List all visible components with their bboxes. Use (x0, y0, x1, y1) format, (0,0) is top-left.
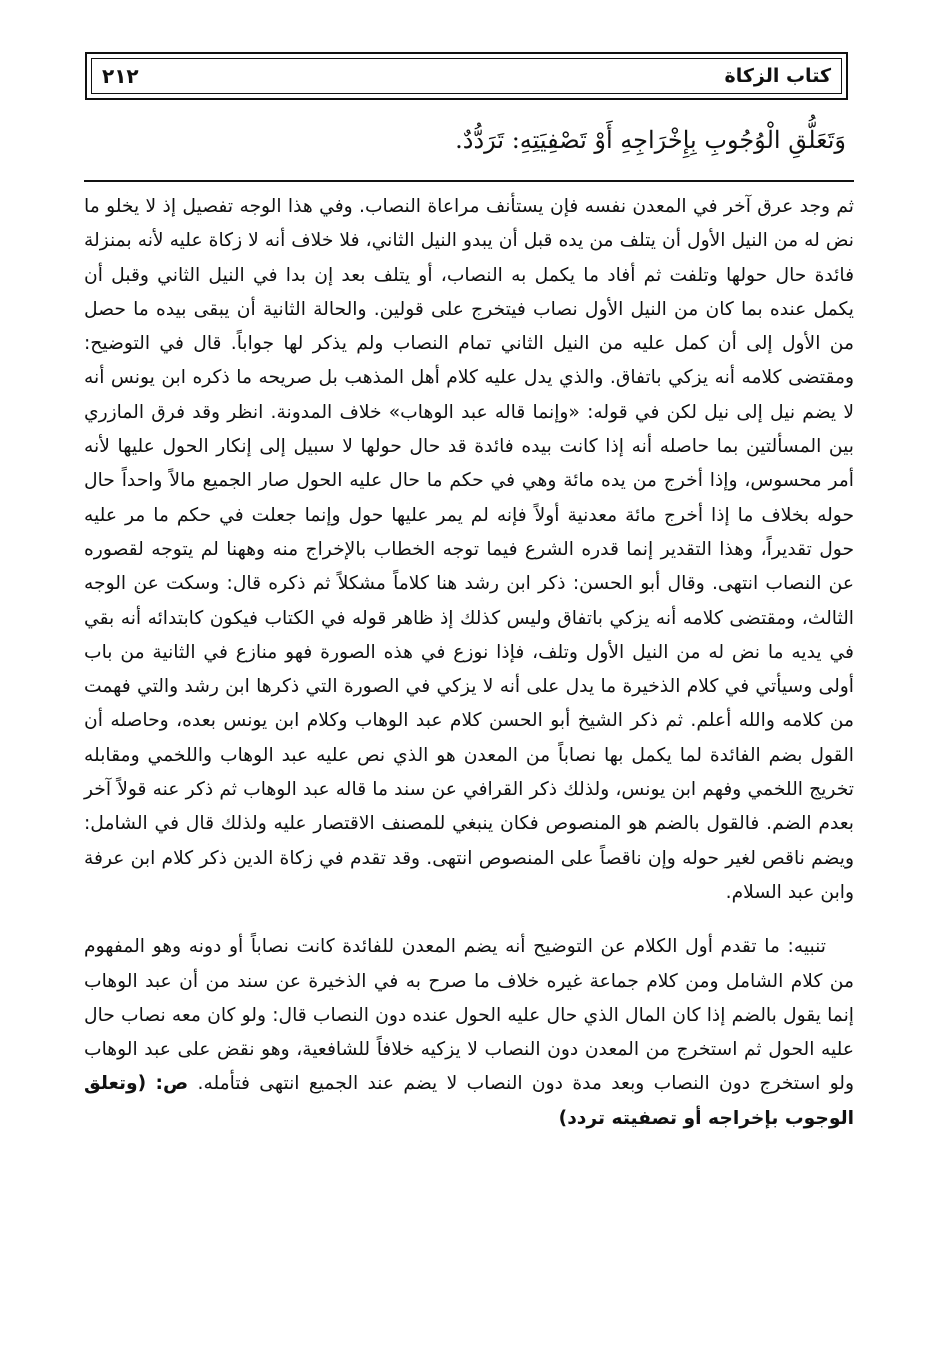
header-frame (91, 58, 842, 94)
commentary-paragraph-1: ثم وجد عرق آخر في المعدن نفسه فإن يستأنف مراعاة النصاب. وفي هذا الوجه تفصيل إذ لا يخلو ما نض له من النيل الأول أن يتلف من يده قبل أن يبدو النيل الثاني، فلا خلاف أنه لا زكاة عليه لأنه بمنزلة فائدة حال حولها وتلفت ثم أفاد ما يكمل به النصاب، أو يتلف بعد إن بدا في النيل الثاني وقبل أن يكمل عنده بما كان من النيل الأول نصاب فيتخرج على قولين. والحالة الثانية أن يبقى بيده ما حصل من الأول إلى أن كمل عليه من النيل الثاني تمام النصاب ولم يذكر لها جواباً. قال في التوضيح: ومقتضى كلامه أنه يزكي باتفاق. والذي يدل عليه كلام أهل المذهب بل صريحه ما ذكره ابن يونس أنه لا يضم نيل إلى نيل لكن في قوله: «وإنما قاله عبد الوهاب» خلاف المدونة. انظر وقد فرق المازري بين المسألتين بما حاصله أنه إذا كانت بيده فائدة قد حال حولها لا سبيل إلى إنكار الحول عليها لأنه أمر محسوس، وإذا أخرج من يده مائة وهي في حكم ما حال عليه الحول صار الجميع مالاً واحداً حال حوله بخلاف ما إذا أخرج مائة معدنية أولاً فإنه لم يمر عليها حول وإنما جعلت في حكم ما مر عليه حول تقديراً، وهذا التقدير إنما قدره الشرع فيما توجه الخطاب بالإخراج منه وههنا لم يتوجه لقصوره عن النصاب انتهى. وقال أبو الحسن: ذكر ابن رشد هنا كلاماً مشكلاً ثم ذكره قال: وسكت عن الوجه الثالث، ومقتضى كلامه أنه يزكي باتفاق وليس كذلك إذ ظاهر قوله في الكتاب فيكون كابتدائه أنه بقي في يديه ما نض له من النيل الأول وتلف، فإذا نوزع في هذه الصورة فهو منازع في الثانية من باب أولى وسيأتي في كلام الذخيرة ما يدل على أنه لا يزكي في الصورة التي ذكرها ابن رشد والتي فهمت من كلامه والله أعلم. ثم ذكر الشيخ أبو الحسن كلام عبد الوهاب وكلام ابن يونس بعده، وحاصله أن القول بضم الفائدة لما يكمل بها نصاباً من المعدن هو الذي نص عليه عبد الوهاب واللخمي ومقابله تخريج اللخمي وفهم ابن يونس، ولذلك ذكر القرافي عن سند ما قاله عبد الوهاب ثم ذكر عنه قولاً آخر بعدم الضم. فالقول بالضم هو المنصوص فكان ينبغي للمصنف الاقتصار عليه ولذلك قال في الشامل: ويضم ناقص لغير حوله وإن ناقصاً على المنصوص انتهى. وقد تقدم في زكاة الدين ذكر كلام ابن عرفة وابن عبد السلام. (84, 196, 854, 903)
page-number: ٢١٢ (102, 64, 139, 88)
matn-label: ص: (155, 1073, 189, 1095)
page-header (85, 52, 848, 100)
paragraph-2-text: تنبيه: ما تقدم أول الكلام عن التوضيح أنه يضم المعدن للفائدة كانت نصاباً أو دونه وهو المفهوم من كلام الشامل ومن كلام جماعة غيره خلاف ما صرح به في الذخيرة عن سند من أن عبد الوهاب إنما يقول بالضم إذا كان المال الذي حال عليه الحول عنده دون النصاب قال: ولو كان معه نصاب حال عليه الحول ثم استخرج من المعدن دون النصاب لا يزكيه خلافاً للشافعية، وهو نقض على عبد الوهاب ولو استخرج دون النصاب وبعد مدة دون النصاب لا يضم عند الجميع انتهى فتأمله. (84, 936, 855, 1095)
commentary-body (84, 190, 854, 1136)
matn-quote: (وتعلق الوجوب بإخراجه أو تصفيته تردد) (84, 1073, 854, 1129)
commentary-paragraph-2 (84, 930, 854, 1136)
main-text-line: وَتَعَلُّقِ الْوُجُوبِ بِإِخْرَاجِهِ أَوْ تَصْفِيَتِهِ: تَرَدُّدٌ. (455, 126, 846, 154)
section-divider (84, 180, 854, 182)
chapter-title: كتاب الزكاة (724, 65, 831, 87)
